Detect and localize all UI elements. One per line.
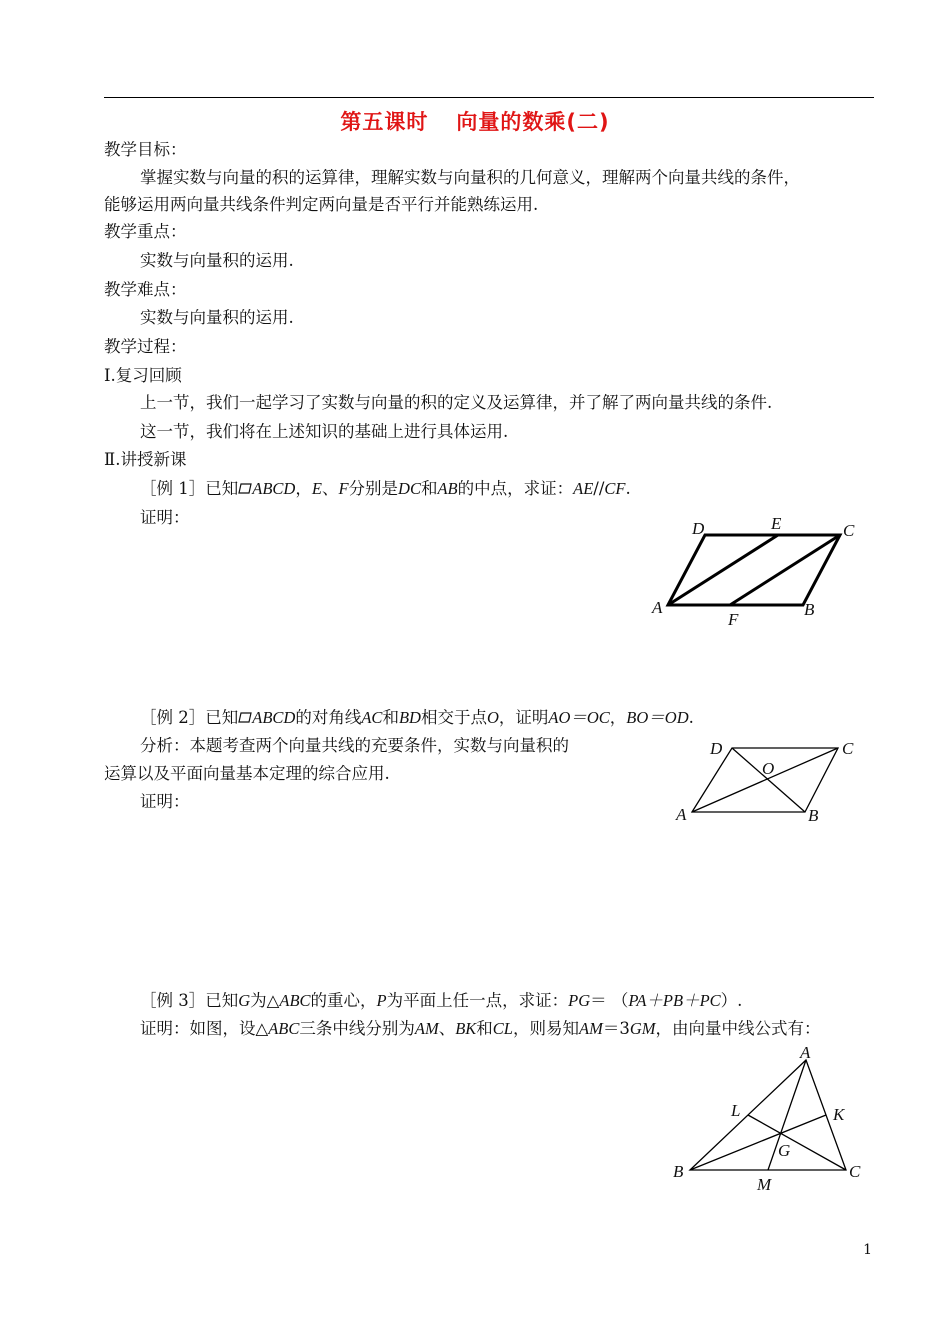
figure3-label-c: C — [849, 1162, 861, 1181]
parallelogram-icon — [238, 479, 252, 490]
figure3-label-a: A — [800, 1043, 811, 1062]
figure1-label-b: B — [804, 600, 815, 619]
figure2-label-a: A — [676, 805, 687, 824]
goal-heading: 教学目标： — [104, 140, 187, 159]
page-title — [0, 106, 950, 136]
figure-triangle-centroid — [668, 1040, 878, 1200]
title-main: 第五课时 — [340, 110, 429, 134]
figure1-label-a: A — [652, 598, 663, 617]
review-heading: Ⅰ.复习回顾 — [104, 366, 182, 385]
example2-analysis-1: 分析：本题考查两个向量共线的充要条件，实数与向量积的 — [140, 736, 569, 755]
figure3-lines — [690, 1060, 846, 1170]
figure1-label-f: F — [728, 610, 739, 629]
example3-statement: ［例 3］已知G为△ABC的重心，P为平面上任一点，求证：PG＝ （PA＋PB＋PC）. — [140, 991, 743, 1010]
review-text-1: 上一节，我们一起学习了实数与向量的积的定义及运算律，并了解了两向量共线的条件. — [140, 393, 773, 412]
new-lesson-heading: Ⅱ.讲授新课 — [104, 450, 187, 469]
process-heading: 教学过程： — [104, 337, 187, 356]
figure3-label-b: B — [673, 1162, 684, 1181]
example1-statement: ［例 1］已知 ABCD，E、F分别是DC和AB的中点，求证：AE//CF. — [140, 479, 631, 498]
goal-text-2: 能够运用两向量共线条件判定两向量是否平行并能熟练运用. — [104, 195, 539, 214]
figure2-label-b: B — [808, 806, 819, 825]
goal-text-1: 掌握实数与向量的积的运算律，理解实数与向量积的几何意义，理解两个向量共线的条件， — [140, 168, 800, 187]
figure2-label-c: C — [842, 739, 854, 758]
figure1-label-d: D — [692, 519, 705, 538]
example2-proof: 证明： — [140, 792, 190, 811]
figure3-label-l: L — [731, 1101, 741, 1120]
review-text-2: 这一节，我们将在上述知识的基础上进行具体运用. — [140, 422, 509, 441]
figure3-label-g: G — [778, 1141, 791, 1160]
example2-statement: ［例 2］已知 ABCD的对角线AC和BD相交于点O，证明AO＝OC，BO＝OD. — [140, 708, 694, 727]
figure3-label-m: M — [757, 1175, 772, 1194]
figure1-label-c: C — [843, 521, 855, 540]
figure1-lines — [668, 535, 840, 605]
parallelogram-icon — [238, 708, 252, 719]
difficulty-heading: 教学难点： — [104, 280, 187, 299]
figure1-label-e: E — [771, 514, 782, 533]
header-rule — [104, 97, 874, 98]
figure-parallelogram-1 — [640, 505, 870, 635]
difficulty-text: 实数与向量积的运用. — [140, 308, 294, 327]
figure2-label-o: O — [762, 759, 775, 778]
key-text: 实数与向量积的运用. — [140, 251, 294, 270]
key-heading: 教学重点： — [104, 222, 187, 241]
example1-proof: 证明： — [140, 508, 190, 527]
page-number: 1 — [863, 1242, 872, 1258]
figure3-label-k: K — [833, 1105, 845, 1124]
figure-parallelogram-2 — [670, 730, 870, 830]
example2-analysis-2: 运算以及平面向量基本定理的综合应用. — [104, 764, 390, 783]
example3-proof: 证明：如图，设△ABC三条中线分别为AM、BK和CL，则易知AM＝3GM，由向量中线公式有： — [140, 1019, 821, 1038]
title-sub: 向量的数乘(二) — [456, 110, 610, 134]
figure2-label-d: D — [710, 739, 723, 758]
